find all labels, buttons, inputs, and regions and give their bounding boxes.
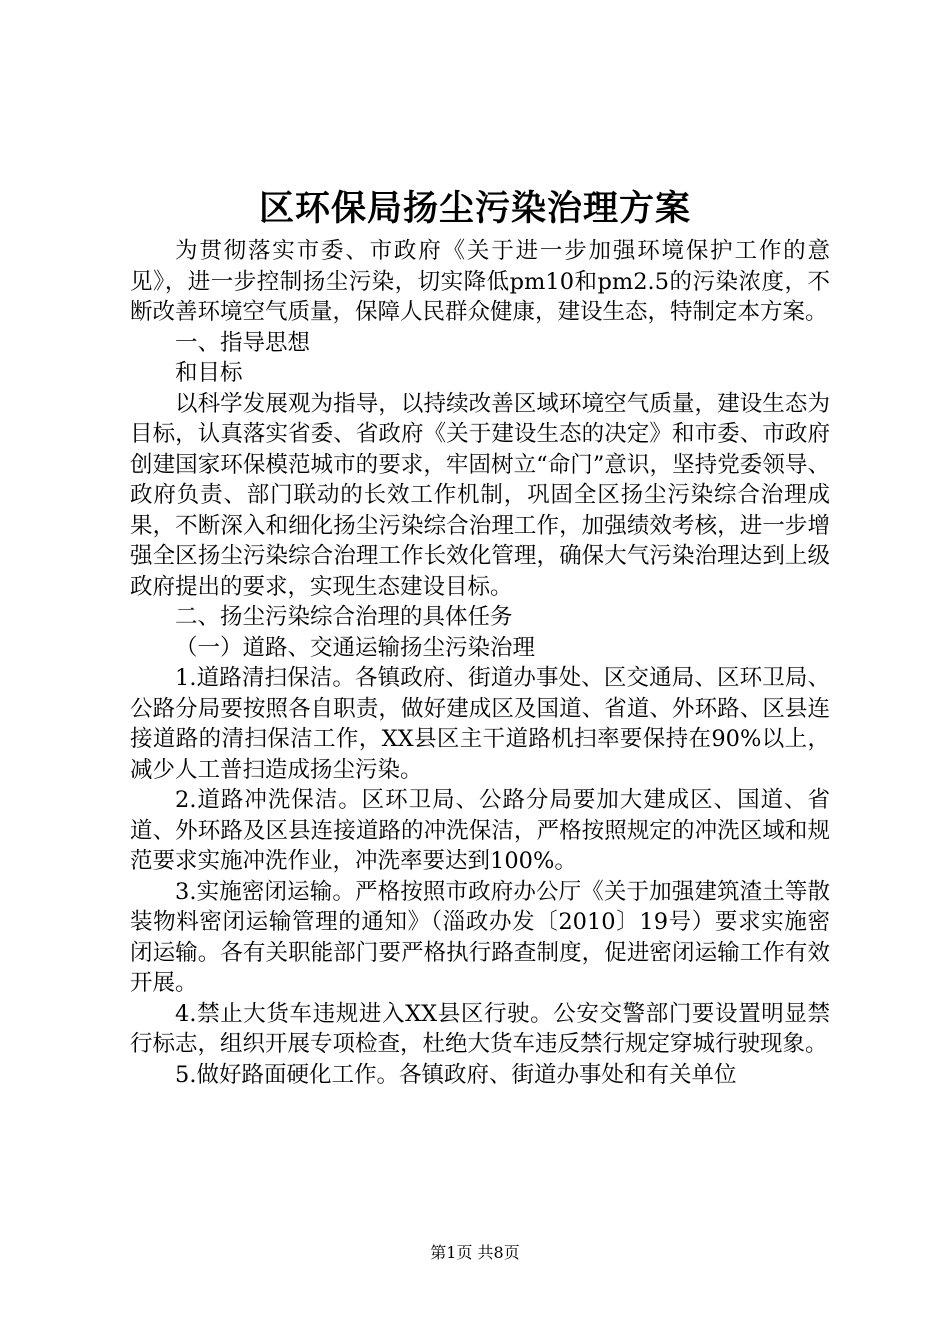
document-body bbox=[130, 236, 830, 1090]
paragraph-item-2: 2.道路冲洗保洁。区环卫局、公路分局要加大建成区、国道、省道、外环路及区县连接道路的冲洗保洁，严格按照规定的冲洗区域和规范要求实施冲洗作业，冲洗率要达到100%。 bbox=[130, 787, 830, 874]
subheading-road-transport: （一）道路、交通运输扬尘污染治理 bbox=[175, 634, 536, 661]
document-title: 区环保局扬尘污染治理方案 bbox=[258, 188, 691, 229]
page-footer: 第1页 共8页 bbox=[430, 1243, 520, 1262]
paragraph-item-1: 1.道路清扫保洁。各镇政府、街道办事处、区交通局、区环卫局、公路分局要按照各自职责，做好建成区及国道、省道、外环路、区县连接道路的清扫保洁工作，XX县区主干道路机扫率要保持在90%以上，减少人工普扫造成扬尘污染。 bbox=[130, 665, 830, 783]
paragraph-item-3: 3.实施密闭运输。严格按照市政府办公厅《关于加强建筑渣土等散装物料密闭运输管理的通知》（淄政办发〔2010〕19号）要求实施密闭运输。各有关职能部门要严格执行路查制度，促进密闭运输工作有效开展。 bbox=[130, 878, 830, 996]
heading-guiding-thought: 一、指导思想 bbox=[175, 329, 311, 356]
paragraph-guiding-content: 以科学发展观为指导，以持续改善区域环境空气质量，建设生态为目标，认真落实省委、省政府《关于建设生态的决定》和市委、市政府创建国家环保模范城市的要求，牢固树立“命门”意识，坚持党委领导、政府负责、部门联动的长效工作机制，巩固全区扬尘污染综合治理成果，不断深入和细化扬尘污染综合治理工作，加强绩效考核，进一步增强全区扬尘污染综合治理工作长效化管理，确保大气污染治理达到上级政府提出的要求，实现生态建设目标。 bbox=[130, 390, 830, 600]
paragraph-item-4: 4.禁止大货车违规进入XX县区行驶。公安交警部门要设置明显禁行标志，组织开展专项检查，杜绝大货车违反禁行规定穿城行驶现象。 bbox=[130, 1000, 830, 1057]
paragraph-item-5: 5.做好路面硬化工作。各镇政府、街道办事处和有关单位 bbox=[175, 1061, 737, 1088]
paragraph-intro: 为贯彻落实市委、市政府《关于进一步加强环境保护工作的意见》，进一步控制扬尘污染，切实降低pm10和pm2.5的污染浓度，不断改善环境空气质量，保障人民群众健康，建设生态，特制定本方案。 bbox=[130, 238, 830, 325]
heading-specific-tasks: 二、扬尘污染综合治理的具体任务 bbox=[175, 604, 513, 630]
heading-goals: 和目标 bbox=[175, 360, 243, 386]
